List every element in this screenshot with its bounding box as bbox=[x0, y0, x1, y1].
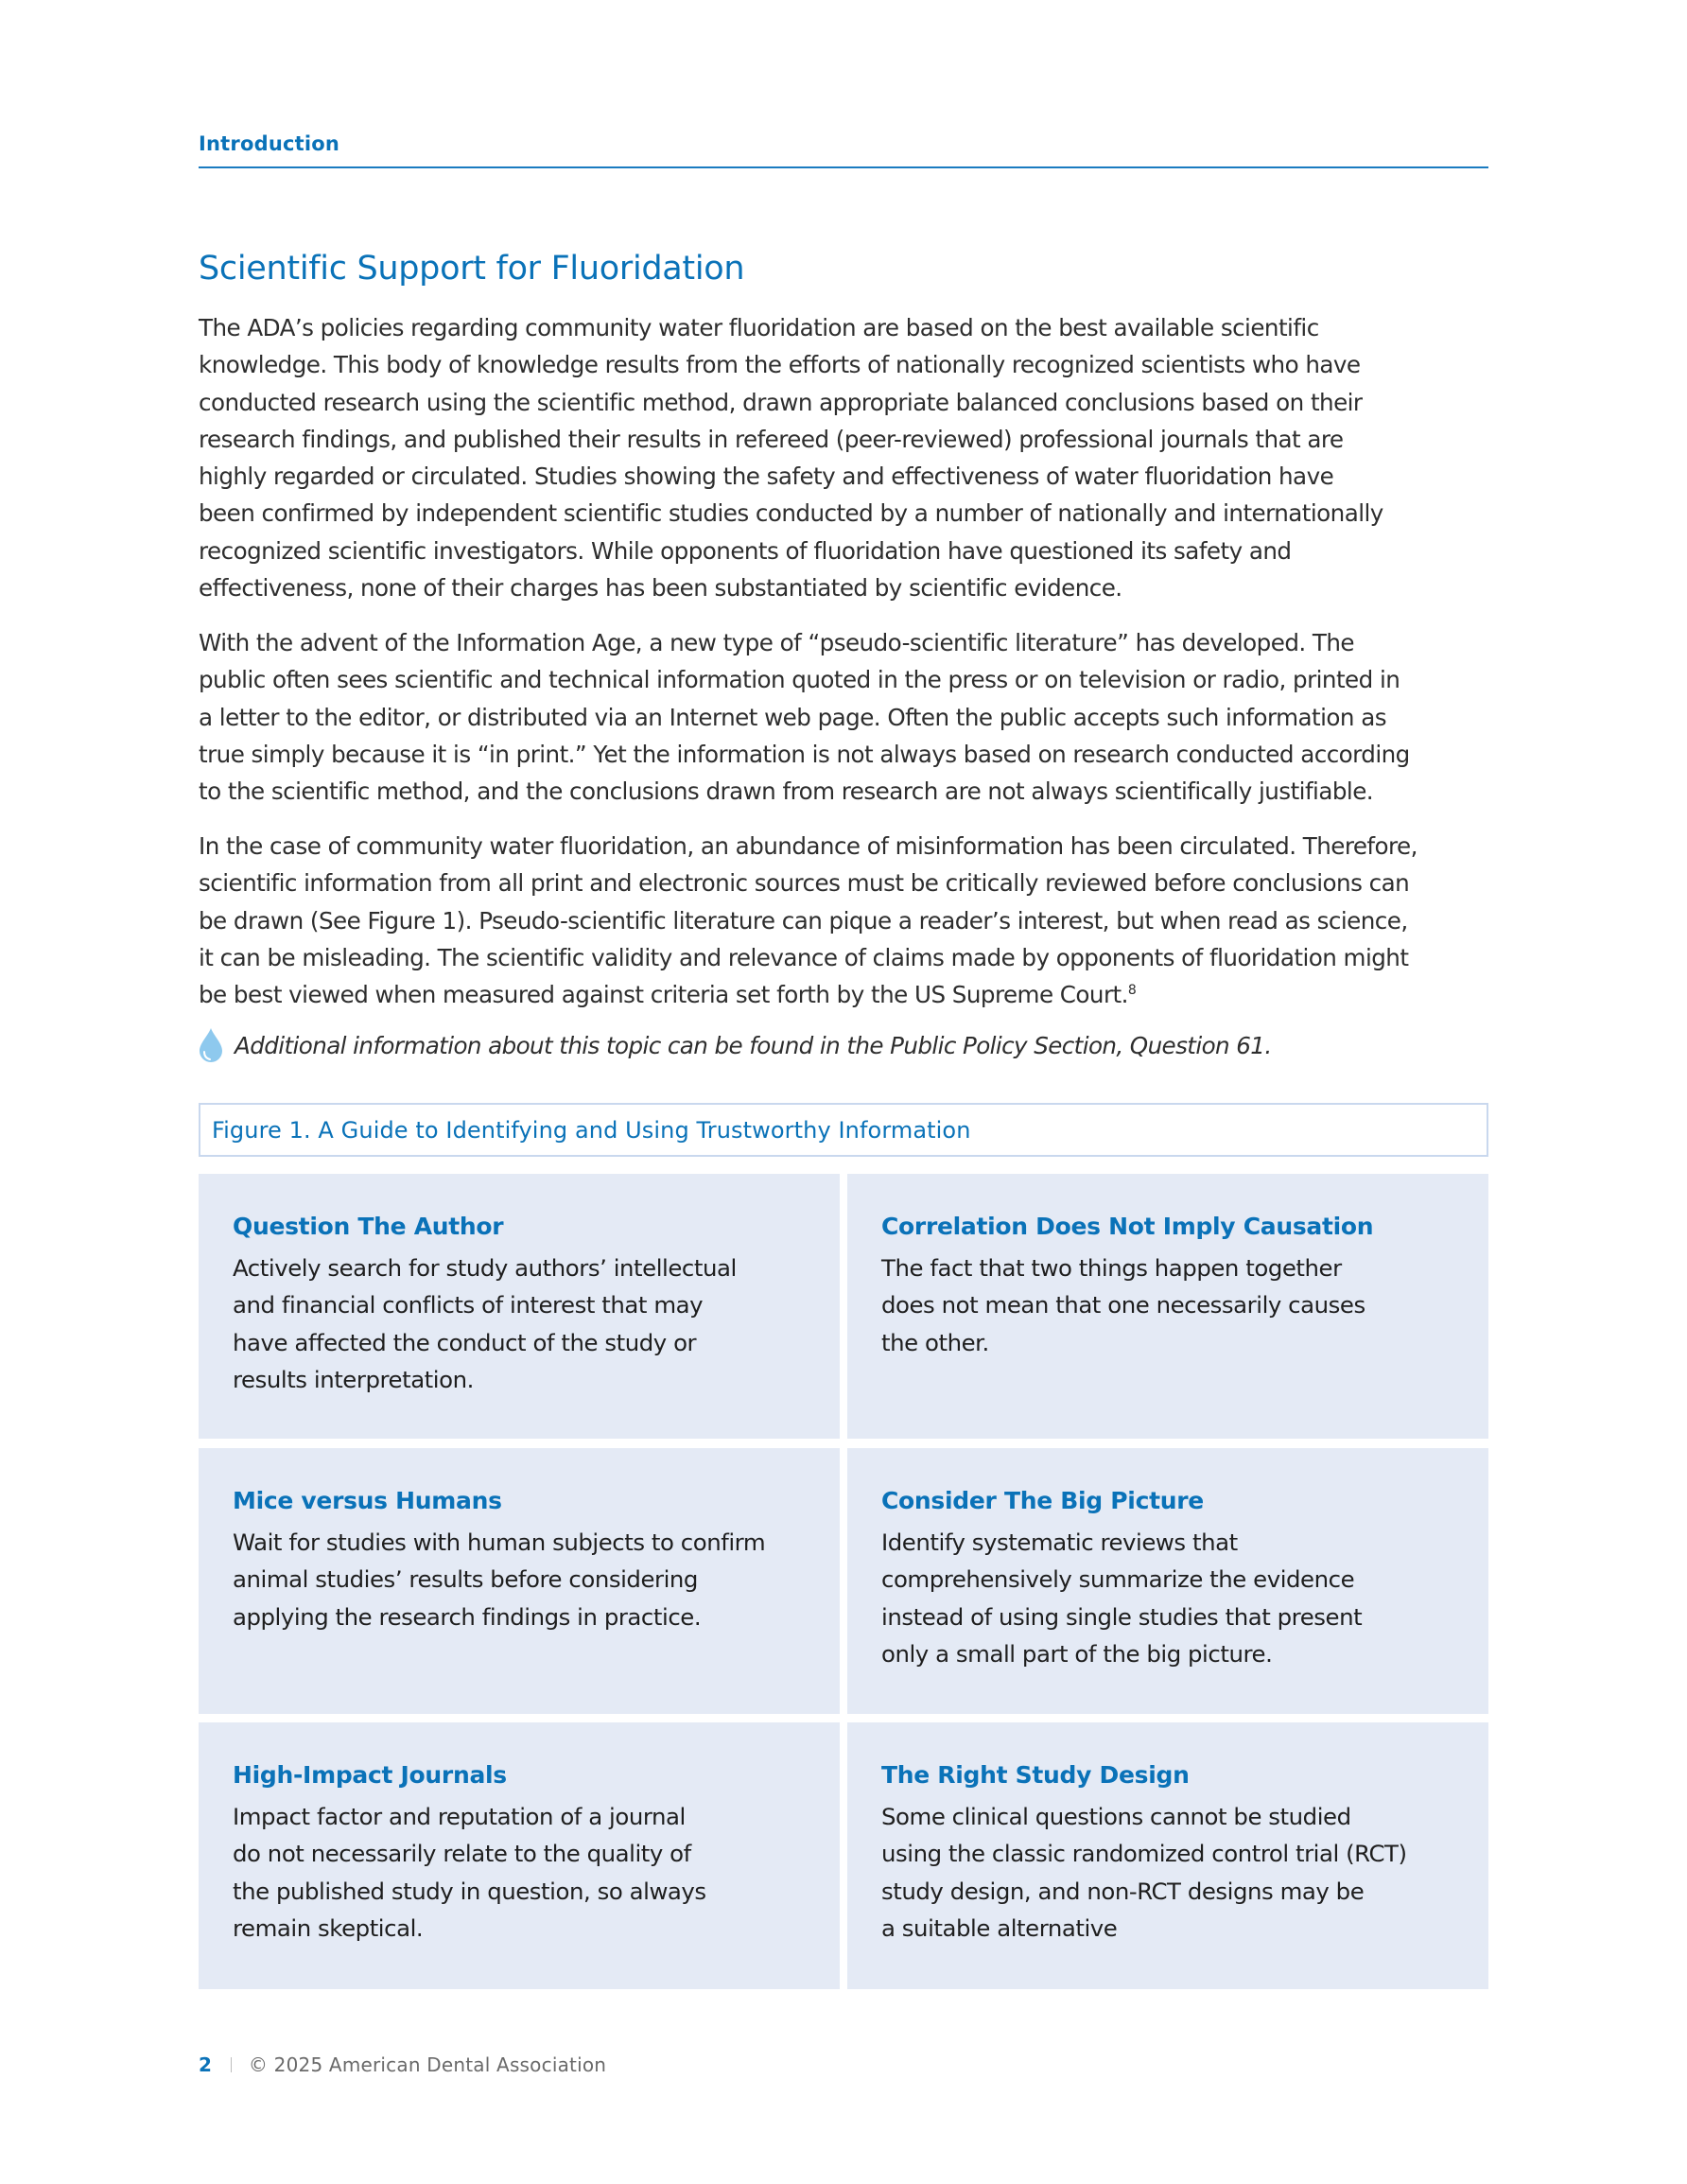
card-line: instead of using single studies that present bbox=[881, 1602, 1363, 1631]
paragraph-line: knowledge. This body of knowledge results from the efforts of nationally recognized scientists who have bbox=[199, 351, 1361, 379]
section-label: Introduction bbox=[199, 132, 340, 155]
card-line: Some clinical questions cannot be studied bbox=[881, 1803, 1351, 1830]
water-drop-icon bbox=[199, 1027, 223, 1063]
paragraph-line: scientific information from all print and electronic sources must be critically reviewed before conclusions can bbox=[199, 869, 1410, 898]
card-line: Wait for studies with human subjects to confirm bbox=[233, 1529, 766, 1556]
paragraph-line: conducted research using the scientific method, drawn appropriate balanced conclusions based on their bbox=[199, 388, 1363, 416]
card-line: Identify systematic reviews that bbox=[881, 1529, 1238, 1556]
note-text: Additional information about this topic can be found in the Public Policy Section, Question 61. bbox=[235, 1031, 1272, 1059]
card-line: The fact that two things happen together bbox=[881, 1254, 1342, 1282]
paragraph-line: been confirmed by independent scientific studies conducted by a number of nationally and internationally bbox=[199, 499, 1383, 528]
paragraph-line: research findings, and published their results in refereed (peer-reviewed) professional journals that are bbox=[199, 425, 1344, 453]
paragraph-line: highly regarded or circulated. Studies showing the safety and effectiveness of water fluoridation have bbox=[199, 463, 1334, 491]
page-footer bbox=[199, 2051, 606, 2079]
card-line: a suitable alternative bbox=[881, 1913, 1118, 1942]
card-mice-versus-humans bbox=[199, 1448, 840, 1714]
card-body bbox=[881, 1524, 1488, 1672]
paragraph-2 bbox=[199, 624, 1494, 810]
paragraph-line: The ADA’s policies regarding community water fluoridation are based on the best available scientific bbox=[199, 314, 1319, 341]
paragraph-line-text: be best viewed when measured against criteria set forth by the US Supreme Court. bbox=[199, 981, 1128, 1009]
card-title: Question The Author bbox=[233, 1213, 504, 1240]
card-question-the-author bbox=[199, 1174, 840, 1439]
card-line: study design, and non-RCT designs may be bbox=[881, 1877, 1365, 1905]
card-line: do not necessarily relate to the quality of bbox=[233, 1840, 691, 1868]
card-line: only a small part of the big picture. bbox=[881, 1639, 1273, 1668]
card-line: remain skeptical. bbox=[233, 1913, 424, 1942]
paragraph-1 bbox=[199, 309, 1494, 606]
card-line: comprehensively summarize the evidence bbox=[881, 1565, 1355, 1594]
paragraph-line: it can be misleading. The scientific validity and relevance of claims made by opponents of fluoridation might bbox=[199, 943, 1409, 971]
paragraph-line: public often sees scientific and technical information quoted in the press or on television or radio, printed in bbox=[199, 666, 1400, 694]
cross-reference-note bbox=[199, 1026, 1272, 1064]
card-line: animal studies’ results before considering bbox=[233, 1565, 698, 1594]
card-right-study-design bbox=[847, 1722, 1488, 1989]
card-high-impact-journals bbox=[199, 1722, 840, 1989]
card-line: using the classic randomized control trial (RCT) bbox=[881, 1840, 1407, 1868]
card-line: the published study in question, so always bbox=[233, 1877, 706, 1905]
page-title: Scientific Support for Fluoridation bbox=[199, 250, 745, 288]
figure-title-box bbox=[199, 1103, 1488, 1157]
copyright: © 2025 American Dental Association bbox=[248, 2053, 607, 2076]
card-line: Actively search for study authors’ intellectual bbox=[233, 1254, 737, 1282]
figure-title: Figure 1. A Guide to Identifying and Using Trustworthy Information bbox=[212, 1116, 971, 1144]
header-divider bbox=[199, 166, 1488, 168]
card-body bbox=[233, 1249, 840, 1398]
card-line: applying the research findings in practice. bbox=[233, 1602, 702, 1631]
card-title: Consider The Big Picture bbox=[881, 1487, 1204, 1514]
card-line: Impact factor and reputation of a journal bbox=[233, 1803, 686, 1830]
card-title: Correlation Does Not Imply Causation bbox=[881, 1213, 1374, 1240]
paragraph-line: a letter to the editor, or distributed via an Internet web page. Often the public accepts such information as bbox=[199, 703, 1386, 731]
card-line: the other. bbox=[881, 1328, 989, 1356]
paragraph-3 bbox=[199, 828, 1494, 1013]
footnote-reference[interactable]: 8 bbox=[1127, 983, 1137, 998]
card-line: does not mean that one necessarily causes bbox=[881, 1291, 1365, 1319]
card-title: Mice versus Humans bbox=[233, 1487, 502, 1514]
paragraph-line: be drawn (See Figure 1). Pseudo-scientific literature can pique a reader’s interest, but when read as science, bbox=[199, 906, 1408, 935]
card-body bbox=[233, 1524, 840, 1635]
card-line: results interpretation. bbox=[233, 1365, 474, 1393]
card-body bbox=[881, 1798, 1488, 1947]
card-title: High-Impact Journals bbox=[233, 1761, 507, 1789]
card-body bbox=[881, 1249, 1488, 1361]
paragraph-line: In the case of community water fluoridation, an abundance of misinformation has been circulated. Therefore, bbox=[199, 832, 1417, 860]
card-big-picture bbox=[847, 1448, 1488, 1714]
page-number: 2 bbox=[199, 2053, 212, 2076]
card-title: The Right Study Design bbox=[881, 1761, 1190, 1789]
paragraph-line bbox=[199, 976, 1494, 1013]
card-correlation-causation bbox=[847, 1174, 1488, 1439]
card-line: and financial conflicts of interest that may bbox=[233, 1291, 704, 1319]
card-line: have affected the conduct of the study or bbox=[233, 1328, 697, 1356]
paragraph-line: recognized scientific investigators. While opponents of fluoridation have questioned its safety and bbox=[199, 536, 1292, 565]
paragraph-line: effectiveness, none of their charges has been substantiated by scientific evidence. bbox=[199, 574, 1122, 603]
card-body bbox=[233, 1798, 840, 1947]
paragraph-line: true simply because it is “in print.” Yet the information is not always based on research conducted according bbox=[199, 740, 1410, 768]
paragraph-line: to the scientific method, and the conclusions drawn from research are not always scientifically justifiable. bbox=[199, 778, 1374, 806]
footer-separator bbox=[231, 2057, 232, 2072]
paragraph-line: With the advent of the Information Age, a new type of “pseudo-scientific literature” has developed. The bbox=[199, 629, 1355, 656]
